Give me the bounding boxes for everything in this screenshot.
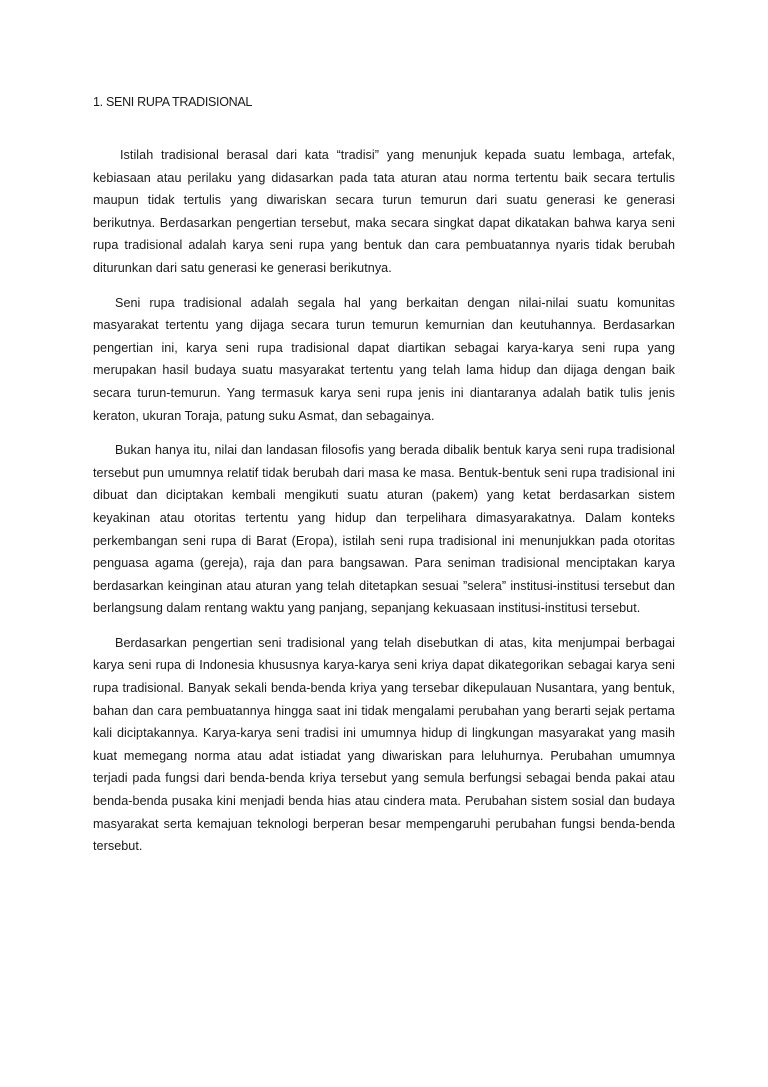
paragraph-seni-kriya-indonesia: Berdasarkan pengertian seni tradisional yang telah disebutkan di atas, kita menjumpai berbagai karya seni rupa di Indonesia khususnya karya-karya seni kriya dapat dikategorikan sebagai karya seni rupa tradisional. Banyak sekali benda-benda kriya yang tersebar dikepulauan Nusantara, yang bentuk, bahan dan cara pembuatannya hingga saat ini tidak mengalami perubahan yang berarti sejak pertama kali diciptakannya. Karya-karya seni tradisi ini umumnya hidup di lingkungan masyarakat yang masih kuat memegang norma atau adat istiadat yang diwariskan para leluhurnya. Perubahan umumnya terjadi pada fungsi dari benda-benda kriya tersebut yang semula berfungsi sebagai benda pakai atau benda-benda pusaka kini menjadi benda hias atau cindera mata. Perubahan sistem sosial dan budaya masyarakat serta kemajuan teknologi berperan besar mempengaruhi perubahan fungsi benda-benda tersebut.	[93, 635, 675, 854]
paragraph-definition-tradisional: Istilah tradisional berasal dari kata “tradisi” yang menunjuk kepada suatu lembaga, artefak, kebiasaan atau perilaku yang didasarkan pada tata aturan atau norma tertentu baik secara tertulis maupun tidak tertulis yang diwariskan secara turun temurun dari suatu generasi ke generasi berikutnya. Berdasarkan pengertian tersebut, maka secara singkat dapat dikatakan bahwa karya seni rupa tradisional adalah karya seni rupa yang bentuk dan cara pembuatannya nyaris tidak berubah diturunkan dari satu generasi ke generasi berikutnya.	[93, 148, 675, 275]
paragraph-nilai-filosofis: Bukan hanya itu, nilai dan landasan filosofis yang berada dibalik bentuk karya seni rupa tradisional tersebut pun umumnya relatif tidak berubah dari masa ke masa. Bentuk-bentuk seni rupa tradisional ini dibuat dan diciptakan kembali mengikuti suatu aturan (pakem) yang ketat berdasarkan sistem keyakinan atau otoritas tertentu yang hidup dan terpelihara dimasyarakatnya. Dalam konteks perkembangan seni rupa di Barat (Eropa), istilah seni rupa tradisional ini menunjukkan pada otoritas penguasa agama (gereja), raja dan para bangsawan. Para seniman tradisional menciptakan karya berdasarkan keinginan atau aturan yang telah ditetapkan sesuai ”selera” institusi-institusi tersebut dan berlangsung dalam rentang waktu yang panjang, sepanjang kekuasaan institusi-institusi tersebut.	[93, 443, 675, 616]
section-heading: 1. SENI RUPA TRADISIONAL	[93, 95, 253, 109]
paragraph-seni-rupa-tradisional: Seni rupa tradisional adalah segala hal yang berkaitan dengan nilai-nilai suatu komunitas masyarakat tertentu yang dijaga secara turun temurun kemurnian dan keutuhannya. Berdasarkan pengertian ini, karya seni rupa tradisional dapat diartikan sebagai karya-karya seni rupa yang merupakan hasil budaya suatu masyarakat tertentu yang telah lama hidup dan dijaga dengan baik secara turun-temurun. Yang termasuk karya seni rupa jenis ini diantaranya adalah batik tulis jenis keraton, ukuran Toraja, patung suku Asmat, dan sebagainya.	[93, 295, 675, 423]
document-body	[93, 144, 675, 870]
